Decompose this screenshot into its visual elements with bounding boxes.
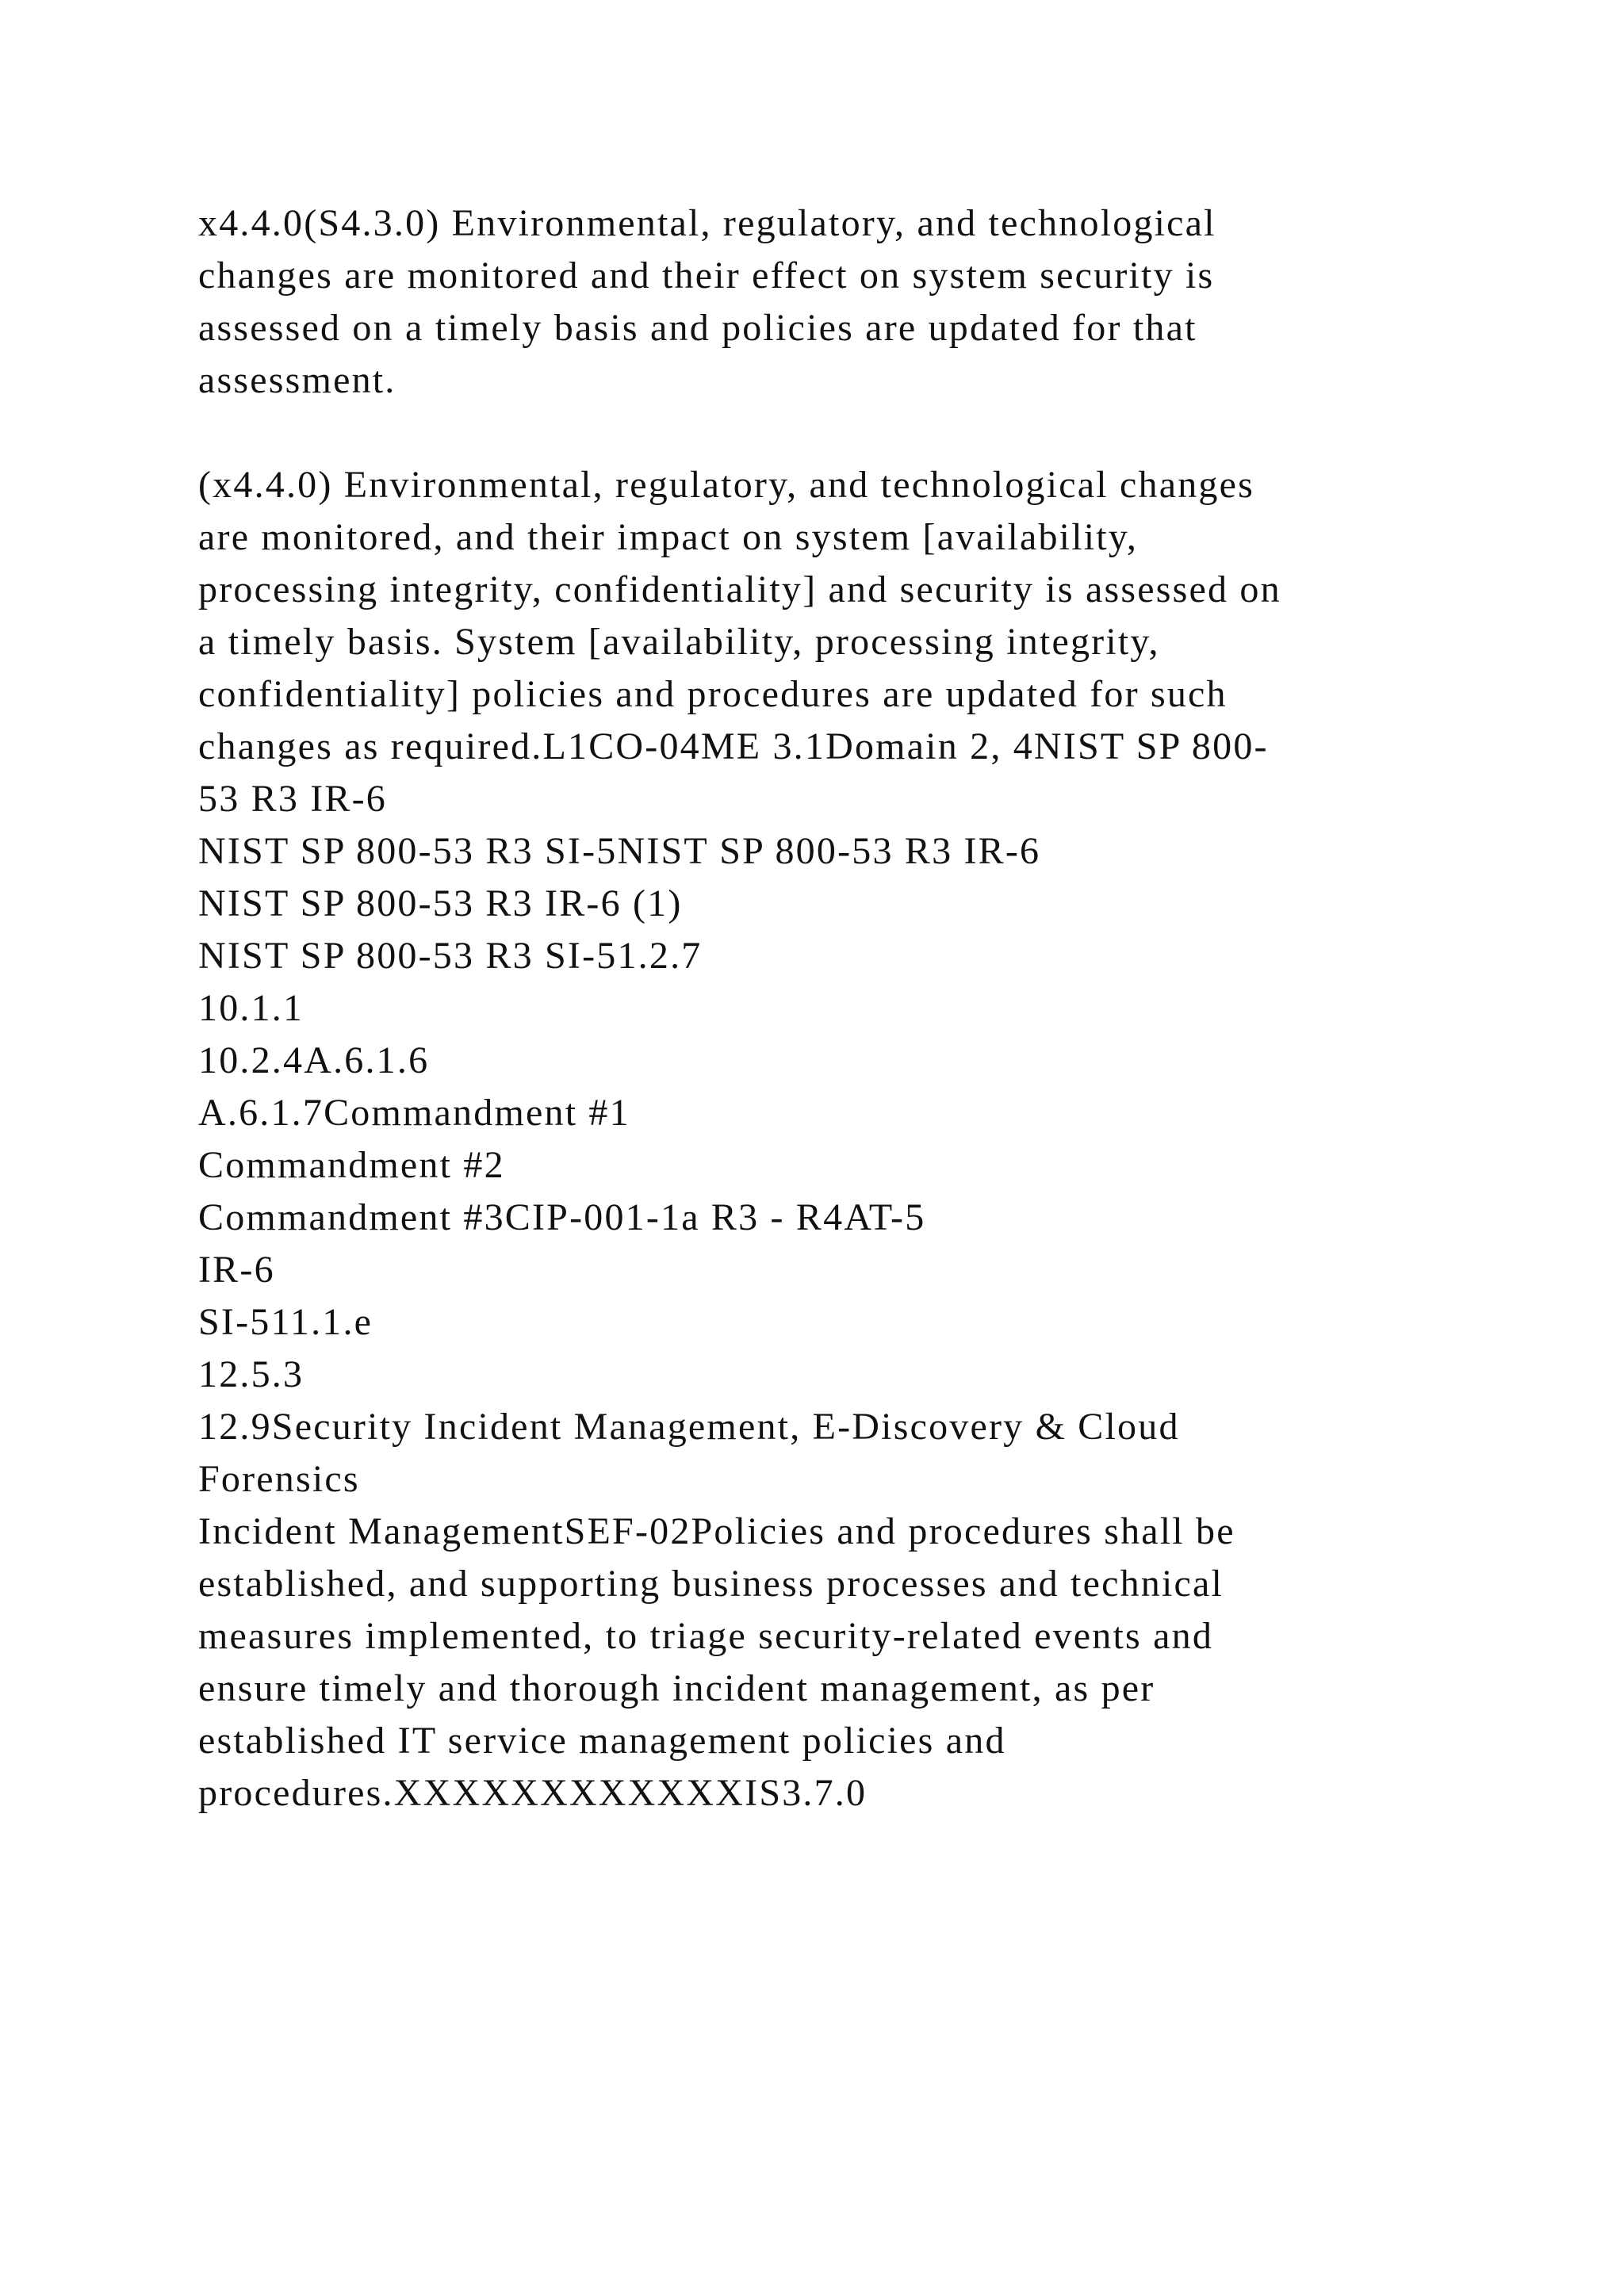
text-line: x4.4.0(S4.3.0) Environmental, regulatory, and technological [198,202,1216,244]
text-line: 53 R3 IR-6 [198,778,387,820]
text-line: (x4.4.0) Environmental, regulatory, and technological changes [198,464,1255,506]
paragraph-spacer [198,407,1483,459]
text-line: established, and supporting business processes and technical [198,1563,1224,1605]
paragraph-environmental-changes-detail [198,459,1483,1820]
text-line: changes are monitored and their effect on system security is [198,254,1215,297]
text-line: Commandment #3CIP-001-1a R3 - R4AT-5 [198,1196,926,1238]
text-line: procedures.XXXXXXXXXXXXIS3.7.0 [198,1772,868,1814]
text-line: NIST SP 800-53 R3 IR-6 (1) [198,882,683,924]
text-line: A.6.1.7Commandment #1 [198,1092,630,1134]
text-line: processing integrity, confidentiality] and security is assessed on [198,568,1281,610]
text-line: Incident ManagementSEF-02Policies and procedures shall be [198,1510,1235,1552]
text-line: IR-6 [198,1249,275,1291]
text-line: Commandment #2 [198,1144,505,1186]
text-line: measures implemented, to triage security-related events and [198,1615,1214,1657]
text-line: 12.9Security Incident Management, E-Discovery & Cloud [198,1406,1180,1448]
text-line: 10.1.1 [198,987,304,1029]
text-line: ensure timely and thorough incident management, as per [198,1667,1155,1709]
text-line: assessment. [198,359,396,401]
text-line: established IT service management policies and [198,1720,1006,1762]
text-line: assessed on a timely basis and policies are updated for that [198,307,1197,349]
paragraph-environmental-changes-summary [198,197,1483,407]
text-line: confidentiality] policies and procedures are updated for such [198,673,1228,715]
text-line: changes as required.L1CO-04ME 3.1Domain 2, 4NIST SP 800- [198,725,1269,767]
text-line: SI-511.1.e [198,1301,373,1343]
text-line: NIST SP 800-53 R3 SI-5NIST SP 800-53 R3 IR-6 [198,830,1041,872]
text-line: NIST SP 800-53 R3 SI-51.2.7 [198,935,703,977]
text-line: Forensics [198,1458,360,1500]
text-line: a timely basis. System [availability, processing integrity, [198,621,1160,663]
text-line: are monitored, and their impact on system [availability, [198,516,1139,558]
document-body [198,197,1483,1820]
text-line: 12.5.3 [198,1353,304,1395]
text-line: 10.2.4A.6.1.6 [198,1039,430,1081]
